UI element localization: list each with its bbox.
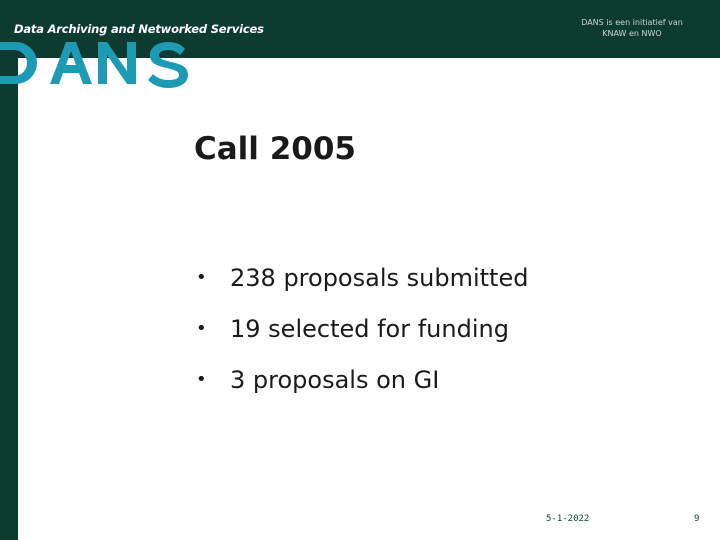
initiative-line-2: KNAW en NWO: [602, 29, 662, 38]
bullet-item: [196, 354, 528, 405]
initiative-note: [562, 17, 702, 39]
bullet-text: 238 proposals submitted: [230, 263, 529, 292]
slide-date: 5-1-2022: [546, 514, 590, 524]
bullet-dot-icon: •: [196, 318, 207, 339]
bullet-text: 19 selected for funding: [230, 314, 509, 343]
bullet-dot-icon: •: [196, 369, 207, 390]
bullet-item: [196, 303, 528, 354]
bullet-item: [196, 252, 528, 303]
left-stripe: [0, 58, 18, 540]
bullet-dot-icon: •: [196, 267, 207, 288]
slide-title: Call 2005: [194, 131, 356, 167]
bullet-text: 3 proposals on GI: [230, 365, 440, 394]
initiative-line-1: DANS is een initiatief van: [581, 18, 683, 27]
logo-tagline: Data Archiving and Networked Services: [14, 22, 264, 36]
bullet-list: [196, 252, 528, 405]
dans-logo: [0, 38, 195, 94]
page-number: 9: [694, 514, 700, 524]
